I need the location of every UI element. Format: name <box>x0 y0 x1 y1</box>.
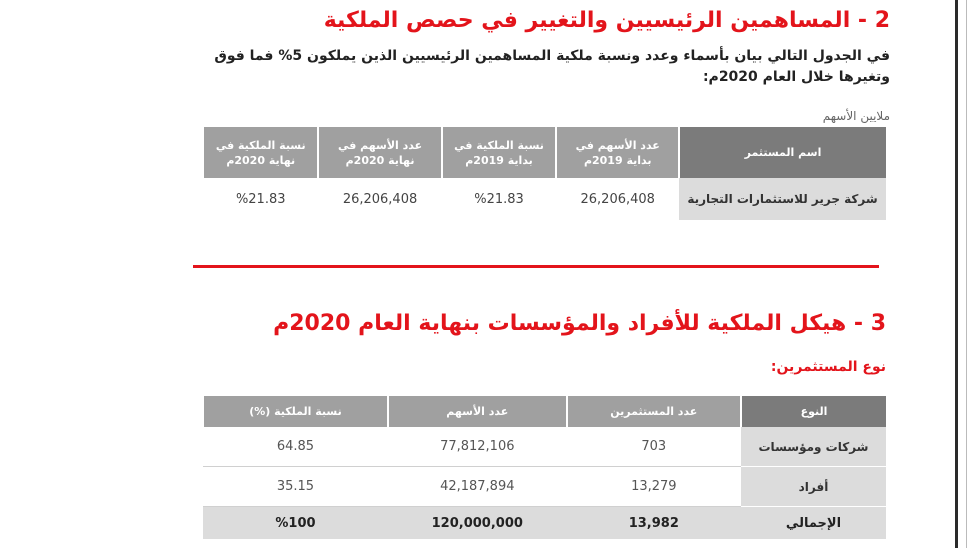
table-row <box>203 427 886 467</box>
header-type: النوع <box>741 396 886 427</box>
table-row <box>203 178 886 220</box>
cell-shares-end: 26,206,408 <box>342 191 418 207</box>
cell-ownership-percent: 35.15 <box>203 467 388 507</box>
section2-title: 2 - المساهمين الرئيسيين والتغيير في حصص الملكية <box>323 8 890 33</box>
cell-total-label: الإجمالي <box>741 507 886 540</box>
cell-shares-start: 26,206,408 <box>580 191 655 207</box>
cell-ownership-start: %21.83 <box>474 191 524 207</box>
unit-label: ملايين الأسهم <box>822 109 890 123</box>
cell-type: أفراد <box>741 467 886 507</box>
header-investor-count: عدد المستثمرين <box>567 396 741 427</box>
total-row <box>203 507 886 540</box>
table-row <box>203 467 886 507</box>
cell-investor-count: 13,279 <box>567 467 741 507</box>
header-ownership-end-2020: نسبة الملكية في نهاية 2020م <box>203 127 318 178</box>
cell-investor-name: شركة جرير للاستثمارات التجارية <box>679 178 886 220</box>
window-edge-bar <box>955 0 958 548</box>
ownership-structure-table <box>202 396 886 539</box>
cell-ownership-end: %21.83 <box>235 191 286 207</box>
cell-investor-count: 703 <box>567 427 741 467</box>
cell-ownership-percent: 64.85 <box>203 427 388 467</box>
table-header-row <box>203 127 886 178</box>
cell-total-shares: 120,000,000 <box>388 507 567 540</box>
header-ownership-percent: نسبة الملكية (%) <box>203 396 388 427</box>
header-investor-name: اسم المستثمر <box>679 127 886 178</box>
cell-total-investors: 13,982 <box>567 507 741 540</box>
header-share-count: عدد الأسهم <box>388 396 567 427</box>
header-shares-start-2019: عدد الأسهم في بداية 2019م <box>556 127 679 178</box>
table-header-row <box>203 396 886 427</box>
window-edge-line <box>966 0 967 548</box>
cell-total-percent: %100 <box>203 507 388 540</box>
section3-title: 3 - هيكل الملكية للأفراد والمؤسسات بنهاية العام 2020م <box>273 311 886 336</box>
section2-intro: في الجدول التالي بيان بأسماء وعدد ونسبة ملكية المساهمين الرئيسيين الذين يملكون 5% فما فوق وتغيرها خلال العام 2020م: <box>214 48 890 85</box>
header-shares-end-2020: عدد الأسهم في نهاية 2020م <box>318 127 441 178</box>
section-divider <box>193 265 879 268</box>
header-ownership-start-2019: نسبة الملكية في بداية 2019م <box>442 127 557 178</box>
major-shareholders-table <box>202 127 886 220</box>
section3-subtitle: نوع المستثمرين: <box>770 359 886 375</box>
cell-type: شركات ومؤسسات <box>741 427 886 467</box>
cell-share-count: 42,187,894 <box>388 467 567 507</box>
cell-share-count: 77,812,106 <box>388 427 567 467</box>
